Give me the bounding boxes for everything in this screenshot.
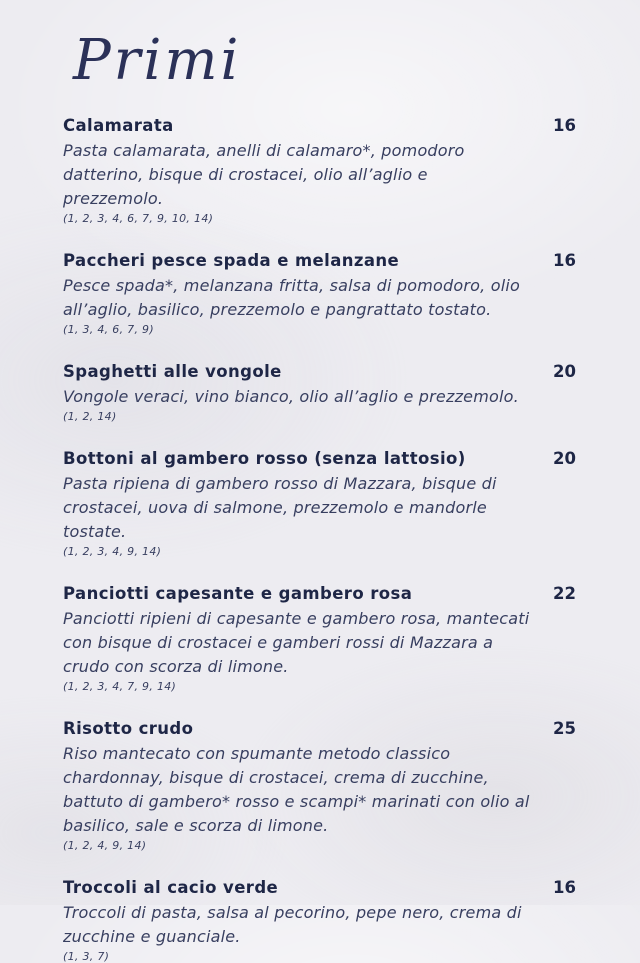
item-price: 25 <box>553 718 576 738</box>
item-description: Vongole veraci, vino bianco, olio all’aglio e prezzemolo. <box>63 386 519 406</box>
item-allergens: (1, 2, 3, 4, 6, 7, 9, 10, 14) <box>63 211 214 225</box>
item-name: Risotto crudo <box>63 718 194 738</box>
item-allergens: (1, 3, 7) <box>63 949 110 963</box>
item-description: Panciotti ripieni di capesante e gambero rosa, mantecati con bisque di crostacei e gamberi rossi di Mazzara a crudo con scorza di limone. <box>63 608 530 676</box>
item-header <box>63 719 576 738</box>
menu-item-risotto <box>63 719 576 852</box>
menu-item-spaghetti-vongole <box>63 362 576 423</box>
item-allergens: (1, 2, 3, 4, 7, 9, 14) <box>63 679 177 693</box>
item-allergens: (1, 2, 14) <box>63 409 117 423</box>
item-description: Riso mantecato con spumante metodo classico chardonnay, bisque di crostacei, crema di zucchine, battuto di gambero* rosso e scampi* marinati con olio al basilico, sale e scorza di limone. <box>63 743 530 835</box>
menu-item-bottoni <box>63 449 576 558</box>
item-allergens: (1, 3, 4, 6, 7, 9) <box>63 322 154 336</box>
item-name: Panciotti capesante e gambero rosa <box>63 583 413 603</box>
item-header <box>63 362 576 381</box>
item-price: 22 <box>553 583 576 603</box>
item-header <box>63 449 576 468</box>
menu-item-panciotti <box>63 584 576 693</box>
item-allergens: (1, 2, 4, 9, 14) <box>63 838 147 852</box>
menu-item-paccheri <box>63 251 576 336</box>
item-header <box>63 878 576 897</box>
section-title: Primi <box>73 28 242 93</box>
item-name: Troccoli al cacio verde <box>63 877 279 897</box>
item-description: Pasta calamarata, anelli di calamaro*, pomodoro datterino, bisque di crostacei, olio all’aglio e prezzemolo. <box>63 140 465 208</box>
item-price: 16 <box>553 250 576 270</box>
item-price: 16 <box>553 115 576 135</box>
item-description: Pesce spada*, melanzana fritta, salsa di pomodoro, olio all’aglio, basilico, prezzemolo e pangrattato tostato. <box>63 275 520 319</box>
item-name: Calamarata <box>63 115 174 135</box>
item-name: Spaghetti alle vongole <box>63 361 282 381</box>
item-description: Pasta ripiena di gambero rosso di Mazzara, bisque di crostacei, uova di salmone, prezzemolo e mandorle tostate. <box>63 473 497 541</box>
item-description: Troccoli di pasta, salsa al pecorino, pepe nero, crema di zucchine e guanciale. <box>63 902 522 946</box>
menu-item-troccoli <box>63 878 576 963</box>
item-header <box>63 251 576 270</box>
item-price: 16 <box>553 877 576 897</box>
item-header <box>63 116 576 135</box>
item-allergens: (1, 2, 3, 4, 9, 14) <box>63 544 162 558</box>
item-name: Paccheri pesce spada e melanzane <box>63 250 400 270</box>
item-header <box>63 584 576 603</box>
item-price: 20 <box>553 448 576 468</box>
menu-item-calamarata <box>63 116 576 225</box>
item-price: 20 <box>553 361 576 381</box>
item-name: Bottoni al gambero rosso (senza lattosio) <box>63 448 466 468</box>
